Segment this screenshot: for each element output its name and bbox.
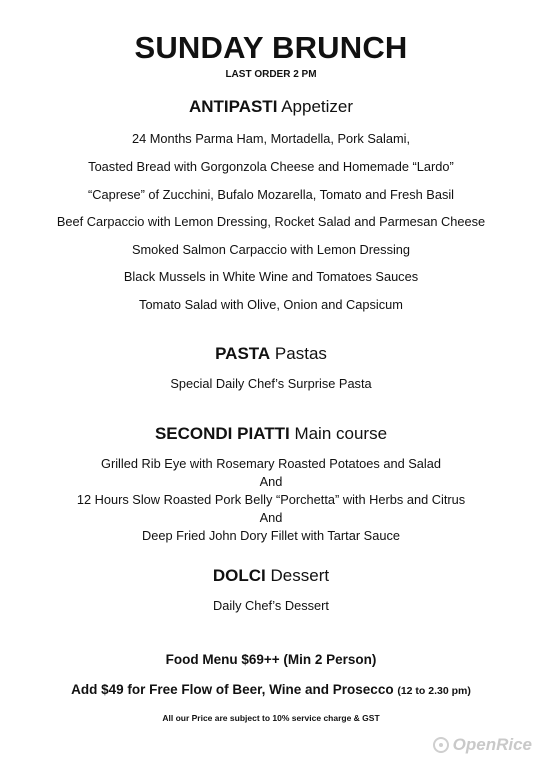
dolci-heading-title: DOLCI bbox=[212, 566, 266, 585]
secondi-heading-title: SECONDI PIATTI bbox=[154, 424, 290, 443]
menu-item: Special Daily Chef’s Surprise Pasta bbox=[170, 376, 372, 391]
openrice-logo-icon bbox=[433, 737, 449, 753]
menu-item: Deep Fried John Dory Fillet with Tartar Sauce bbox=[142, 528, 400, 543]
menu-item: Black Mussels in White Wine and Tomatoes Sauces bbox=[123, 269, 419, 284]
menu-item: Daily Chef’s Dessert bbox=[213, 598, 329, 613]
menu-item: “Caprese” of Zucchini, Bufalo Mozarella, Tomato and Fresh Basil bbox=[87, 187, 455, 202]
openrice-watermark bbox=[433, 735, 532, 755]
menu-connector: And bbox=[259, 510, 283, 525]
menu-title: SUNDAY BRUNCH bbox=[134, 30, 408, 65]
menu-item: Toasted Bread with Gorgonzola Cheese and Homemade “Lardo” bbox=[88, 159, 454, 174]
antipasti-heading bbox=[0, 97, 542, 117]
free-flow-text: Add $49 for Free Flow of Beer, Wine and Prosecco bbox=[71, 682, 394, 697]
menu-item: Tomato Salad with Olive, Onion and Capsicum bbox=[139, 297, 403, 312]
antipasti-heading-subtitle: Appetizer bbox=[281, 97, 354, 116]
menu-item: Smoked Salmon Carpaccio with Lemon Dressing bbox=[131, 242, 411, 257]
pasta-heading-title: PASTA bbox=[215, 344, 271, 363]
pasta-heading-subtitle: Pastas bbox=[274, 344, 327, 363]
antipasti-heading-title: ANTIPASTI bbox=[188, 97, 278, 116]
menu-item: Grilled Rib Eye with Rosemary Roasted Potatoes and Salad bbox=[101, 456, 441, 471]
menu-item: 12 Hours Slow Roasted Pork Belly “Porchetta” with Herbs and Citrus bbox=[76, 492, 466, 507]
pasta-heading bbox=[0, 344, 542, 364]
dolci-heading bbox=[0, 566, 542, 586]
menu-item: 24 Months Parma Ham, Mortadella, Pork Salami, bbox=[131, 131, 411, 146]
service-charge-note: All our Price are subject to 10% service charge & GST bbox=[162, 713, 380, 723]
secondi-heading bbox=[0, 424, 542, 444]
last-order-note: LAST ORDER 2 PM bbox=[225, 69, 317, 80]
free-flow-time: (12 to 2.30 pm) bbox=[397, 685, 471, 697]
secondi-heading-subtitle: Main course bbox=[294, 424, 388, 443]
menu-item: Beef Carpaccio with Lemon Dressing, Rocket Salad and Parmesan Cheese bbox=[56, 214, 486, 229]
menu-connector: And bbox=[259, 474, 283, 489]
watermark-text: OpenRice bbox=[452, 735, 532, 754]
free-flow-offer bbox=[0, 682, 542, 697]
dolci-heading-subtitle: Dessert bbox=[270, 566, 330, 585]
food-menu-price: Food Menu $69++ (Min 2 Person) bbox=[165, 652, 377, 667]
